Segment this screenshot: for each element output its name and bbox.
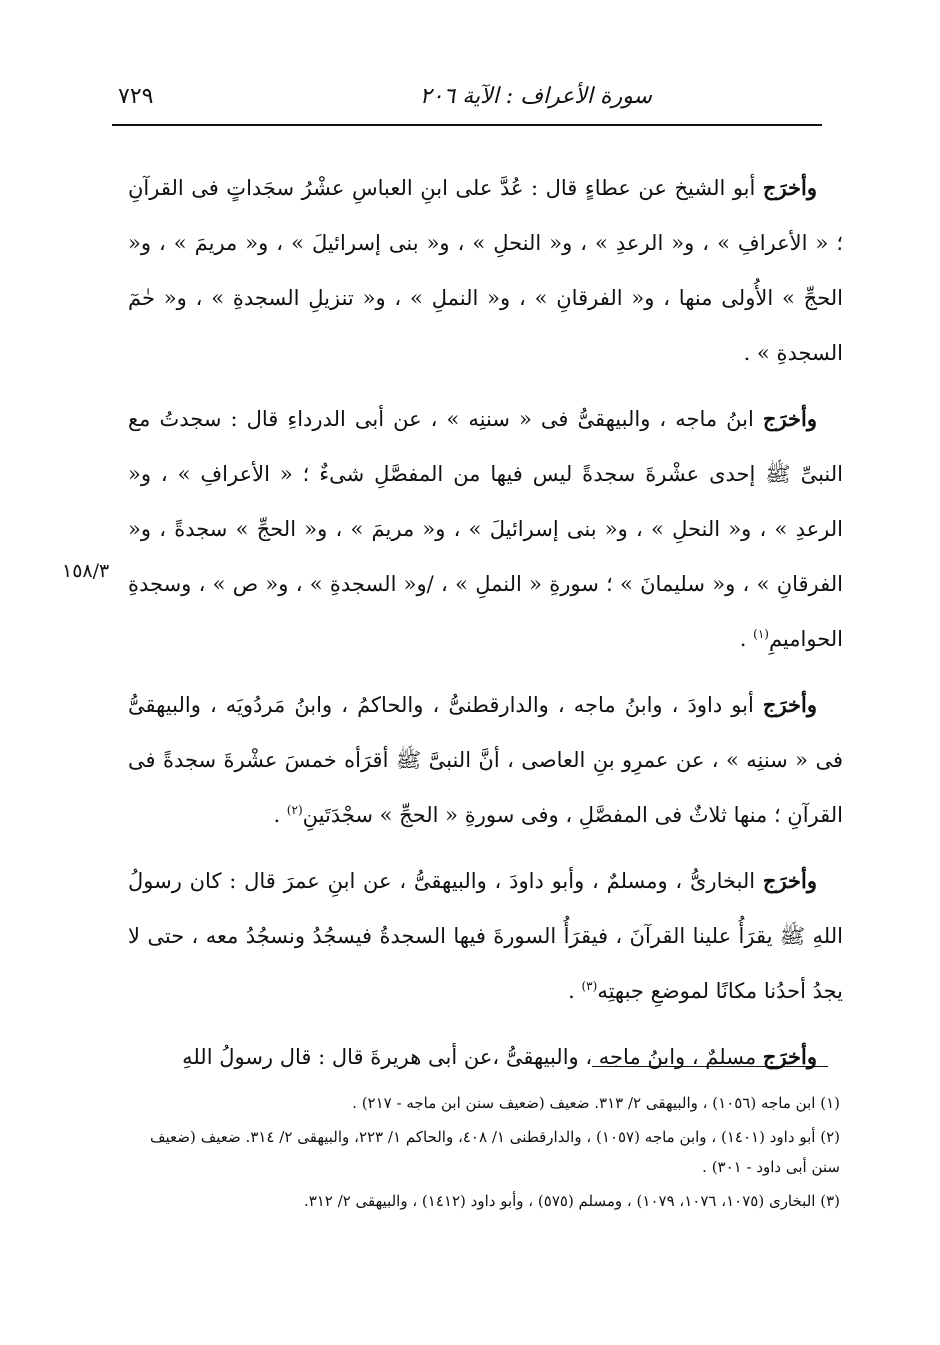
footnote-ref[interactable]: (٢) <box>286 803 303 817</box>
margin-page-reference: ١٥٨/٣ <box>62 560 110 582</box>
paragraph-lead: وأخرَج <box>762 1044 817 1069</box>
page-header <box>112 78 822 126</box>
footnote-rule <box>592 1066 828 1067</box>
paragraph-1 <box>128 160 843 381</box>
footnotes <box>150 1088 840 1220</box>
main-text <box>128 160 843 1095</box>
paragraph-text: أبو داودَ ، وابنُ ماجه ، والدارقطنىُّ ، والحاكمُ ، وابنُ مَردُويَه ، والبيهقىُّ فى « سننِه » ، عن عمرِو بنِ العاصى ، أنَّ النبىَّ ﷺ أقرَأه خمسَ عشْرةَ سجدةً فى القرآنِ ؛ منها ثلاثٌ فى المفصَّلِ ، وفى سورةِ « الحجِّ » سجْدَتَينِ <box>128 693 843 827</box>
paragraph-text: مسلمٌ ، وابنُ ماجه ، والبيهقىُّ ،عن أبى هريرةَ قال : قال رسولُ اللهِ <box>182 1045 763 1069</box>
paragraph-2: وأخرَج ابنُ ماجه ، والبيهقىُّ فى « سننِه » ، عن أبى الدرداءِ قال : سجدتُ مع النبىِّ ﷺ إحدى عشْرةَ سجدةً ليس فيها من المفصَّلِ شىءٌ ؛ « الأعرافِ » ، و« الرعدِ » ، و« النحلِ » ، و« بنى إسرائيلَ » ، و« مريمَ » ، و« الحجِّ » سجدةً ، و« الفرقانِ » ، و« سليمانَ » ؛ سورةِ « النملِ » ، /و« السجدةِ » ، و« ص » ، وسجدةِ الحواميمِ$^{(١)}$ . <box>128 406 843 651</box>
running-title: سورة الأعراف : الآية ٢٠٦ <box>419 84 652 109</box>
footnote-ref[interactable]: (٣) <box>581 979 598 993</box>
page-number: ٧٢٩ <box>118 84 154 109</box>
footnote-1: (١) ابن ماجه (١٠٥٦) ، والبيهقى ٢/ ٣١٣. ضعيف (ضعيف سنن ابن ماجه - ٢١٧) . <box>352 1094 840 1112</box>
paragraph-5 <box>128 1029 843 1085</box>
paragraph-lead: وأخرَج <box>762 868 817 893</box>
footnote-ref[interactable]: (١) <box>753 627 769 641</box>
footnote-3: (٣) البخارى (١٠٧٥، ١٠٧٦، ١٠٧٩) ، ومسلم (٥٧٥) ، وأبو داود (١٤١٢) ، والبيهقى ٢/ ٣١٢. <box>303 1192 840 1210</box>
paragraph-lead: وأخرَج <box>762 692 817 717</box>
header-rule <box>112 124 822 126</box>
paragraph-text: ابنُ ماجه ، والبيهقىُّ فى « سننِه » ، عن أبى الدرداءِ قال : سجدتُ مع النبىِّ ﷺ إحدى عشْرةَ سجدةً ليس فيها من المفصَّلِ شىءٌ ؛ « الأعرافِ » ، و« الرعدِ » ، و« النحلِ » ، و« بنى إسرائيلَ » ، و« مريمَ » ، و« الحجِّ » سجدةً ، و« الفرقانِ » ، و« سليمانَ » ؛ سورةِ « النملِ » ، /و« السجدةِ » ، و« ص » ، وسجدةِ الحواميمِ <box>128 407 843 651</box>
paragraph-4: وأخرَج البخارىُّ ، ومسلمٌ ، وأبو داودَ ، والبيهقىُّ ، عن ابنِ عمرَ قال : كان رسولُ اللهِ ﷺ يقرَأُ علينا القرآنَ ، فيقرَأُ السورةَ فيها السجدةُ فيسجُدُ ونسجُدُ معه ، حتى لا يجدُ أحدُنا مكانًا لموضعِ جبهتِه$^{(٣)}$ . <box>128 868 843 1003</box>
paragraph-text: أبو الشيخ عن عطاءٍ قال : عُدَّ على ابنِ العباسِ عشْرُ سجَداتٍ فى القرآنِ ؛ « الأعرافِ » ، و« الرعدِ » ، و« النحلِ » ، و« بنى إسرائيلَ » ، و« مريمَ » ، و« الحجِّ » الأُولى منها ، و« الفرقانِ » ، و« النملِ » ، و« تنزيلِ السجدةِ » ، و« حٰمٓ السجدةِ » . <box>128 176 843 365</box>
paragraph-text: البخارىُّ ، ومسلمٌ ، وأبو داودَ ، والبيهقىُّ ، عن ابنِ عمرَ قال : كان رسولُ اللهِ ﷺ يقرَأُ علينا القرآنَ ، فيقرَأُ السورةَ فيها السجدةُ فيسجُدُ ونسجُدُ معه ، حتى لا يجدُ أحدُنا مكانًا لموضعِ جبهتِه <box>128 869 843 1003</box>
paragraph-lead: وأخرَج <box>762 406 817 431</box>
footnote-2: (٢) أبو داود (١٤٠١) ، وابن ماجه (١٠٥٧) ، والدارقطنى ١/ ٤٠٨، والحاكم ١/ ٢٢٣، والبيهقى ٢/ ٣١٤. ضعيف (ضعيف سنن أبى داود - ٣٠١) . <box>150 1128 841 1176</box>
paragraph-3: وأخرَج أبو داودَ ، وابنُ ماجه ، والدارقطنىُّ ، والحاكمُ ، وابنُ مَردُويَه ، والبيهقىُّ فى « سننِه » ، عن عمرِو بنِ العاصى ، أنَّ النبىَّ ﷺ أقرَأه خمسَ عشْرةَ سجدةً فى القرآنِ ؛ منها ثلاثٌ فى المفصَّلِ ، وفى سورةِ « الحجِّ » سجْدَتَينِ$^{(٢)}$ . <box>128 692 843 827</box>
paragraph-lead: وأخرَج <box>762 175 817 200</box>
